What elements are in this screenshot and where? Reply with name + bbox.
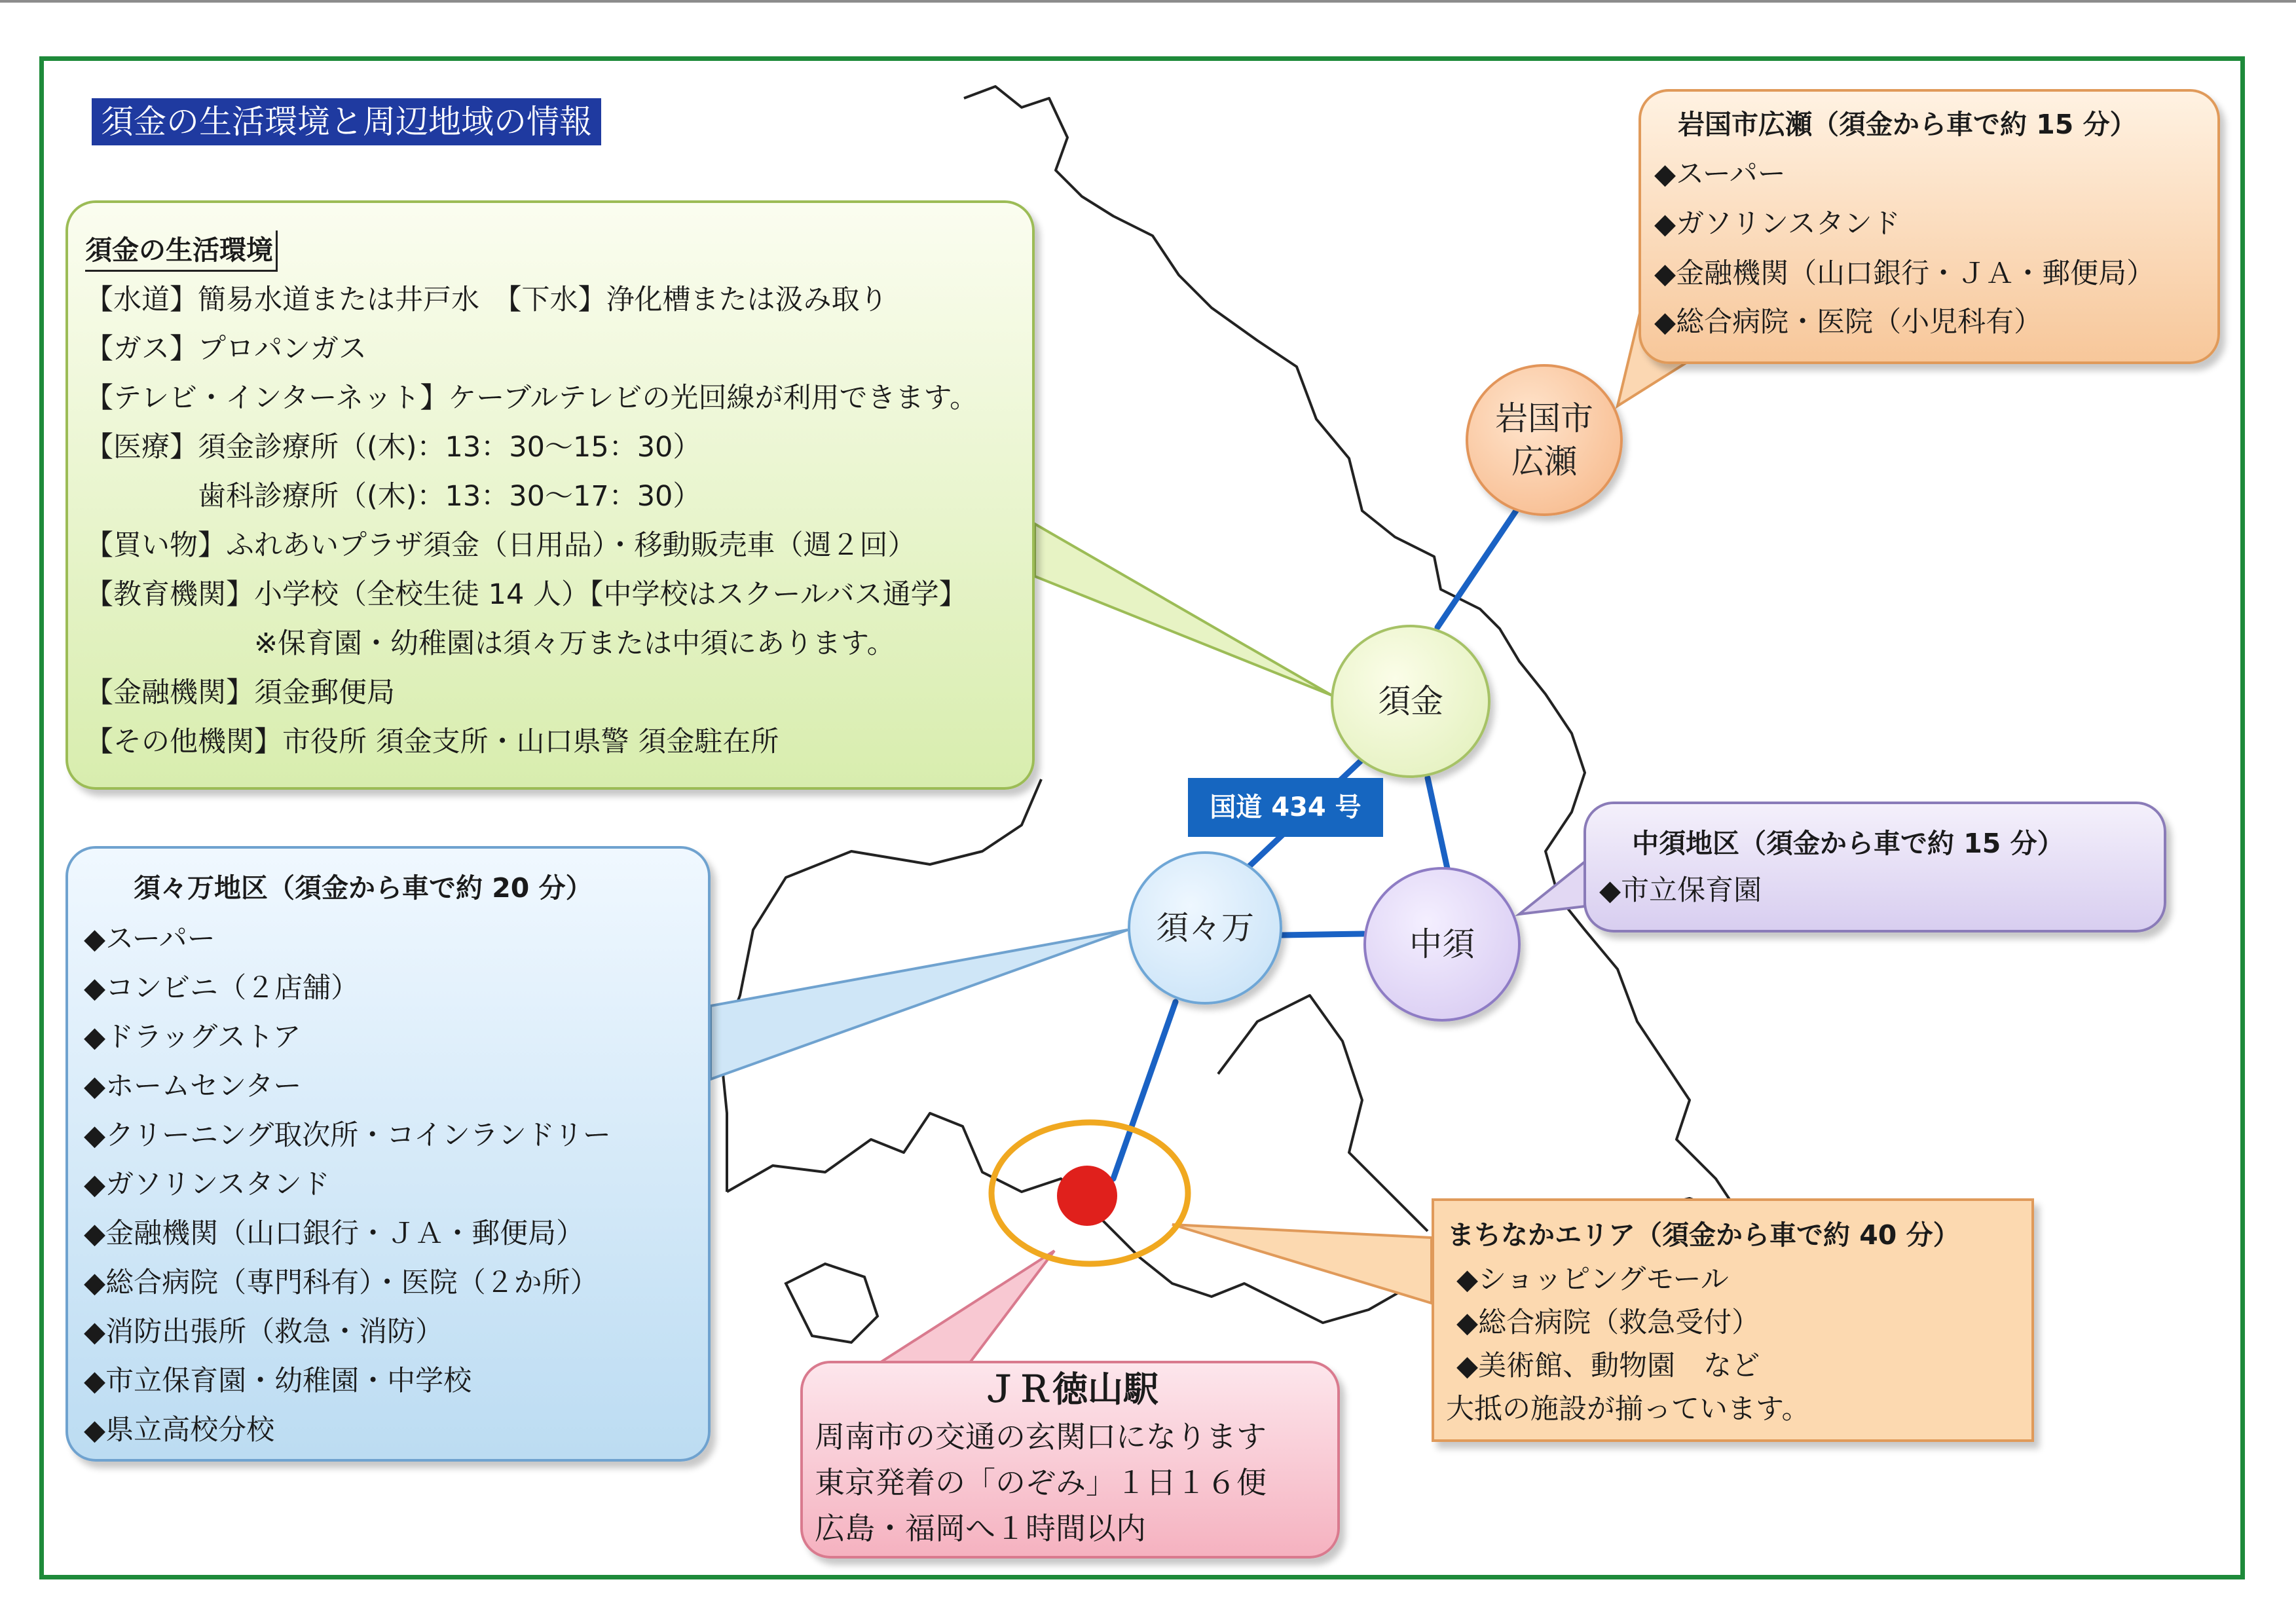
susuma-line: ◆ドラッグストア <box>84 1021 301 1054</box>
iwakuni-line: ◆ガソリンスタンド <box>1654 208 1900 240</box>
sugane-line: 【テレビ・インターネット】ケーブルテレビの光回線が利用できます。 <box>85 382 978 415</box>
sugane-line: ※保育園・幼稚園は須々万または中須にあります。 <box>85 627 895 660</box>
susuma-line: ◆総合病院（専門科有）・医院（２か所） <box>84 1266 599 1299</box>
sugane-line: 【ガス】プロパンガス <box>85 333 367 365</box>
sugane-line: 【医療】須金診療所（(木)：13：30～15：30） <box>85 431 701 464</box>
station-info-box <box>800 1361 1340 1559</box>
node-iwakuni-line2: 広瀬 <box>1511 443 1577 481</box>
machinaka-line: ◆総合病院（救急受付） <box>1456 1306 1760 1339</box>
route-434-label: 国道 434 号 <box>1188 778 1383 837</box>
station-line: 東京発着の「のぞみ」１日１６便 <box>815 1465 1267 1500</box>
susuma-line: ◆県立高校分校 <box>84 1414 275 1447</box>
sugane-line: 歯科診療所（(木)：13：30～17：30） <box>85 480 701 513</box>
node-nakasu: 中須 <box>1363 867 1521 1022</box>
susuma-line: ◆ホームセンター <box>84 1070 302 1103</box>
machinaka-line: ◆美術館、動物園 など <box>1456 1350 1760 1382</box>
page-title: 須金の生活環境と周辺地域の情報 <box>92 98 601 145</box>
node-susuma: 須々万 <box>1128 851 1282 1005</box>
susuma-line: ◆コンビニ（２店舗） <box>84 972 360 1005</box>
machinaka-heading: まちなかエリア（須金から車で約 40 分） <box>1447 1219 1960 1251</box>
machinaka-line: ◆ショッピングモール <box>1456 1263 1729 1296</box>
sugane-line: 【その他機関】市役所 須金支所・山口県警 須金駐在所 <box>85 726 779 758</box>
station-line: 広島・福岡へ１時間以内 <box>815 1511 1146 1546</box>
susuma-line: ◆市立保育園・幼稚園・中学校 <box>84 1365 472 1397</box>
iwakuni-info-box <box>1639 89 2220 364</box>
sugane-line: 【教育機関】小学校（全校生徒 14 人）【中学校はスクールバス通学】 <box>85 578 967 611</box>
iwakuni-line: ◆総合病院・医院（小児科有） <box>1654 306 2043 339</box>
susuma-line: ◆クリーニング取次所・コインランドリー <box>84 1119 611 1152</box>
iwakuni-heading: 岩国市広瀬（須金から車で約 15 分） <box>1678 109 2137 140</box>
nakasu-line: ◆市立保育園 <box>1599 874 1762 907</box>
machinaka-line: 大抵の施設が揃っています。 <box>1446 1393 1810 1426</box>
sugane-line: 【水道】簡易水道または井戸水 【下水】浄化槽または汲み取り <box>85 284 888 316</box>
iwakuni-line: ◆スーパー <box>1654 158 1786 191</box>
node-sugane: 須金 <box>1331 625 1491 778</box>
station-line: 周南市の交通の玄関口になります <box>815 1419 1267 1454</box>
machinaka-info-box <box>1432 1198 2034 1442</box>
sugane-line: 【買い物】ふれあいプラザ須金（日用品）・移動販売車（週２回） <box>85 529 916 562</box>
node-iwakuni-hirose <box>1466 364 1623 516</box>
susuma-heading: 須々万地区（須金から車で約 20 分） <box>134 872 593 904</box>
sugane-info-box <box>65 200 1035 790</box>
iwakuni-line: ◆金融機関（山口銀行・ＪＡ・郵便局） <box>1654 257 2155 290</box>
susuma-line: ◆スーパー <box>84 923 215 955</box>
susuma-line: ◆消防出張所（救急・消防） <box>84 1316 444 1348</box>
nakasu-heading: 中須地区（須金から車で約 15 分） <box>1632 828 2064 859</box>
nakasu-info-box <box>1583 802 2166 932</box>
susuma-info-box <box>65 846 711 1462</box>
susuma-line: ◆金融機関（山口銀行・ＪＡ・郵便局） <box>84 1217 585 1250</box>
sugane-heading: 須金の生活環境 <box>85 231 278 272</box>
station-heading: ＪＲ徳山駅 <box>982 1369 1158 1410</box>
node-iwakuni-line1: 岩国市 <box>1495 399 1593 437</box>
sugane-line: 【金融機関】須金郵便局 <box>85 676 395 709</box>
susuma-line: ◆ガソリンスタンド <box>84 1168 330 1201</box>
